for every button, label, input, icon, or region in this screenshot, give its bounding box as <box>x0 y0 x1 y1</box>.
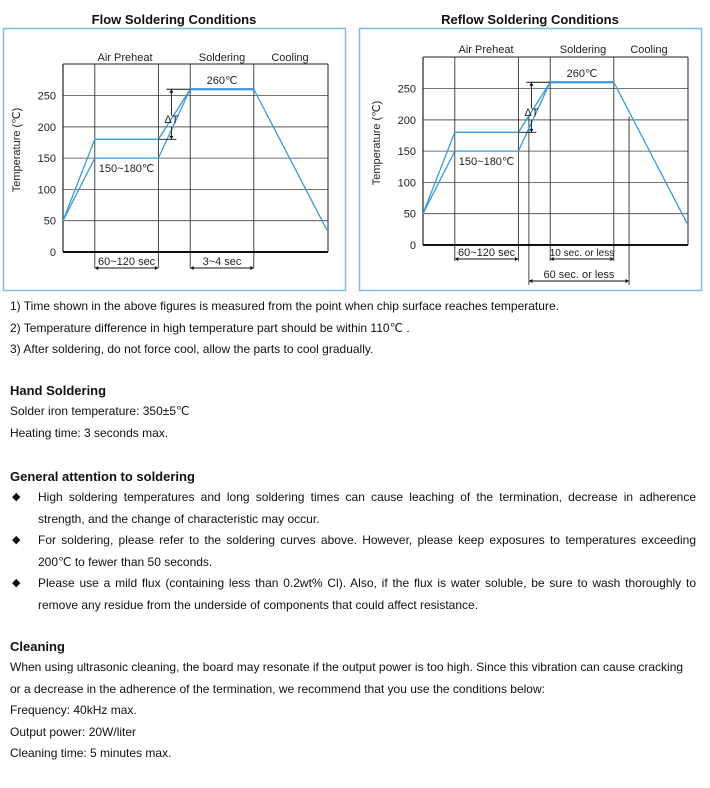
flow-phase-label: Soldering <box>198 52 246 64</box>
flow-ytick-label: 100 <box>37 184 56 197</box>
attention-item <box>10 530 696 573</box>
cleaning-section <box>10 639 696 765</box>
flow-ytick-label: 200 <box>37 121 56 134</box>
note-1: 1) Time shown in the above figures is measured from the point when chip surface reaches temperature. <box>10 299 559 313</box>
reflow-phase-label: Soldering <box>559 44 607 56</box>
reflow-delta-label: ΔT <box>524 107 539 120</box>
cleaning-line: Output power: 20W/liter <box>10 724 137 739</box>
flow-peak-label: 260℃ <box>206 75 238 88</box>
hand-soldering-section <box>10 383 696 444</box>
hand-soldering-line: Heating time: 3 seconds max. <box>10 425 169 440</box>
flow-delta-label: ΔT <box>164 114 179 127</box>
attention-item-text: For soldering, please refer to the soldering curves above. However, please keep exposures to temperatures exceeding 200℃ to fewer than 50 seconds. <box>38 533 696 569</box>
flow-chart-title: Flow Soldering Conditions <box>91 12 257 27</box>
flow-arrowhead-icon <box>190 266 194 270</box>
reflow-ytick-label: 0 <box>409 240 416 252</box>
diamond-bullet-icon: ◆ <box>12 534 21 546</box>
flow-ytick-label: 250 <box>37 90 56 103</box>
reflow-time-label: 60~120 sec <box>458 247 516 259</box>
attention-item-text: High soldering temperatures and long soldering times can cause leaching of the termination, decrease in adherence strength, and the change of characteristic may occur. <box>38 490 696 526</box>
attention-list <box>10 487 696 616</box>
reflow-arrowhead-icon <box>529 129 533 133</box>
reflow-ytick-label: 200 <box>397 114 416 127</box>
reflow-time-label: 60 sec. or less <box>543 269 615 281</box>
cleaning-line: Cleaning time: 5 minutes max. <box>10 746 172 760</box>
general-attention-section <box>10 469 696 616</box>
reflow-phase-label: Air Preheat <box>458 44 514 56</box>
reflow-ytick-label: 250 <box>397 83 416 96</box>
reflow-arrowhead-icon <box>529 82 533 86</box>
hand-soldering-heading: Hand Soldering <box>10 383 107 398</box>
reflow-ytick-label: 150 <box>397 146 416 159</box>
flow-phase-label: Air Preheat <box>97 52 153 64</box>
reflow-peak-label: 260℃ <box>566 68 598 81</box>
flow-time-label: 60~120 sec <box>98 256 156 268</box>
reflow-time-label: 10 sec. or less <box>549 248 615 259</box>
reflow-arrowhead-icon <box>529 279 533 283</box>
reflow-ytick-label: 100 <box>397 177 416 190</box>
diamond-bullet-icon: ◆ <box>12 491 21 503</box>
reflow-arrowhead-icon <box>515 257 519 261</box>
cleaning-line: When using ultrasonic cleaning, the board may resonate if the output power is too high. Since this vibration can cause cracking or a decrease in the adherence of the termination, we recommend that you use the conditions below: <box>10 660 684 696</box>
reflow-y-axis-label: Temperature (℃) <box>371 100 383 186</box>
flow-phase-label: Cooling <box>271 52 309 64</box>
soldering-charts <box>0 0 710 295</box>
cleaning-line: Frequency: 40kHz max. <box>10 703 137 717</box>
reflow-preheat-range-label: 150~180℃ <box>458 156 515 169</box>
flow-preheat-range-label: 150~180℃ <box>98 163 155 176</box>
attention-item-text: Please use a mild flux (containing less than 0.2wt% Cl). Also, if the flux is water soluble, be sure to wash thoroughly to remove any residue from the underside of components that could affect resistance. <box>38 576 696 612</box>
reflow-phase-label: Cooling <box>630 44 668 56</box>
attention-item <box>10 573 696 616</box>
note-2: 2) Temperature difference in high temperature part should be within 110℃ . <box>10 320 410 335</box>
hand-soldering-line: Solder iron temperature: 350±5℃ <box>10 404 190 418</box>
flow-series-line <box>63 89 327 230</box>
flow-arrowhead-icon <box>155 266 159 270</box>
reflow-series-line <box>423 82 687 223</box>
general-attention-heading: General attention to soldering <box>10 469 195 484</box>
flow-arrowhead-icon <box>169 136 173 140</box>
reflow-arrowhead-icon <box>626 279 630 283</box>
diamond-bullet-icon: ◆ <box>12 577 21 589</box>
attention-item <box>10 487 696 530</box>
flow-arrowhead-icon <box>250 266 254 270</box>
reflow-chart-title: Reflow Soldering Conditions <box>441 12 619 27</box>
flow-ytick-label: 0 <box>49 247 56 259</box>
flow-y-axis-label: Temperature (℃) <box>11 107 23 193</box>
chart-notes <box>10 296 700 361</box>
reflow-ytick-label: 50 <box>403 208 416 221</box>
flow-arrowhead-icon <box>169 89 173 93</box>
flow-ytick-label: 150 <box>37 153 56 166</box>
flow-ytick-label: 50 <box>43 215 56 228</box>
cleaning-heading: Cleaning <box>10 639 65 654</box>
flow-time-label: 3~4 sec <box>202 256 242 268</box>
note-3: 3) After soldering, do not force cool, allow the parts to cool gradually. <box>10 342 374 356</box>
